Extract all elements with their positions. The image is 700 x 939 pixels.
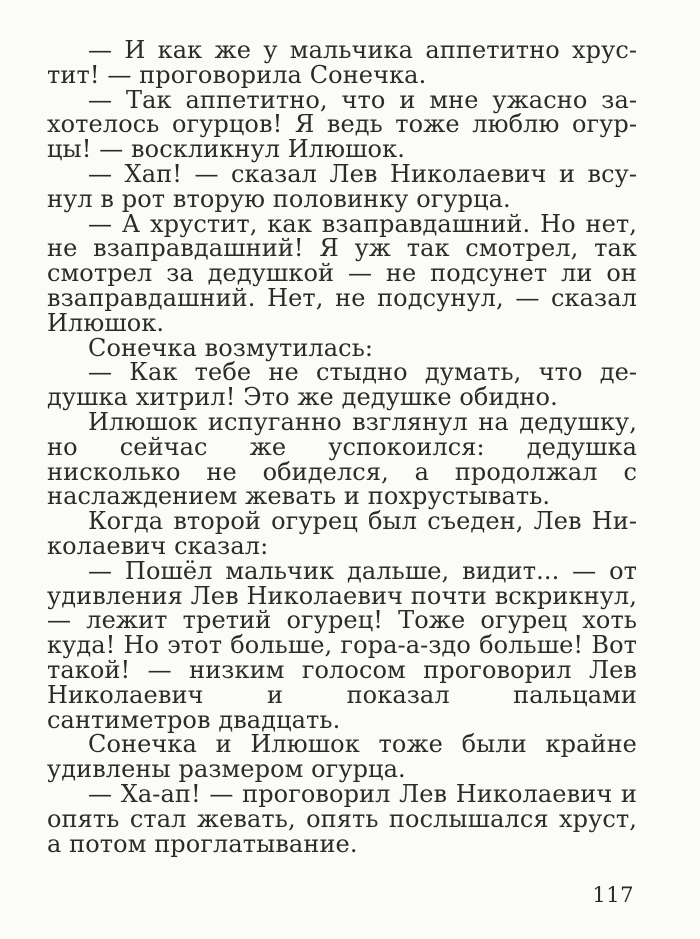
paragraph: — Хап! — сказал Лев Николаевич и всунул в рот вторую половинку огурца. xyxy=(47,159,637,213)
paragraph: Сонечка и Илюшок тоже были крайне удивлены размером огурца. xyxy=(47,730,637,784)
paragraph: — И как же у мальчика аппетитно хрустит! — проговорила Сонечка. xyxy=(47,36,637,89)
paragraph: — Ха-ап! — проговорил Лев Николаевич и опять стал жевать, опять послышался хруст, а потом проглатывание. xyxy=(47,779,637,858)
paragraph: — А хрустит, как взаправдашний. Но нет, не взаправдашний! Я уж так смотрел, так смотрел за дедушкой — не подсунет ли он взаправдашний. Нет, не подсунул, — сказал Илюшок. xyxy=(47,209,637,337)
paragraph: — Так аппетитно, что и мне ужасно захотелось огурцов! Я ведь тоже люблю огурцы! — воскликнул Илюшок. xyxy=(47,85,637,164)
paragraph: — Как тебе не стыдно думать, что дедушка хитрил! Это же дедушке обидно. xyxy=(47,358,637,412)
body-text xyxy=(47,38,637,856)
paragraph: Когда второй огурец был съеден, Лев Николаевич сказал: xyxy=(47,507,637,560)
paragraph: — Пошёл мальчик дальше, видит... — от удивления Лев Николаевич почти вскрикнул, — лежит третий огурец! Тоже огурец хоть куда! Но этот больше, гора-а-здо больше! Вот такой! — низким голосом проговорил Лев Николаевич и показал пальцами сантиметров двадцать. xyxy=(47,556,637,734)
paragraph: Сонечка возмутилась: xyxy=(88,333,374,362)
page-number: 117 xyxy=(592,883,634,907)
paragraph: Илюшок испуганно взглянул на дедушку, но сейчас же успокоился: дедушка нисколько не обиделся, а продолжал с наслаждением жевать и похрустывать. xyxy=(47,407,637,511)
